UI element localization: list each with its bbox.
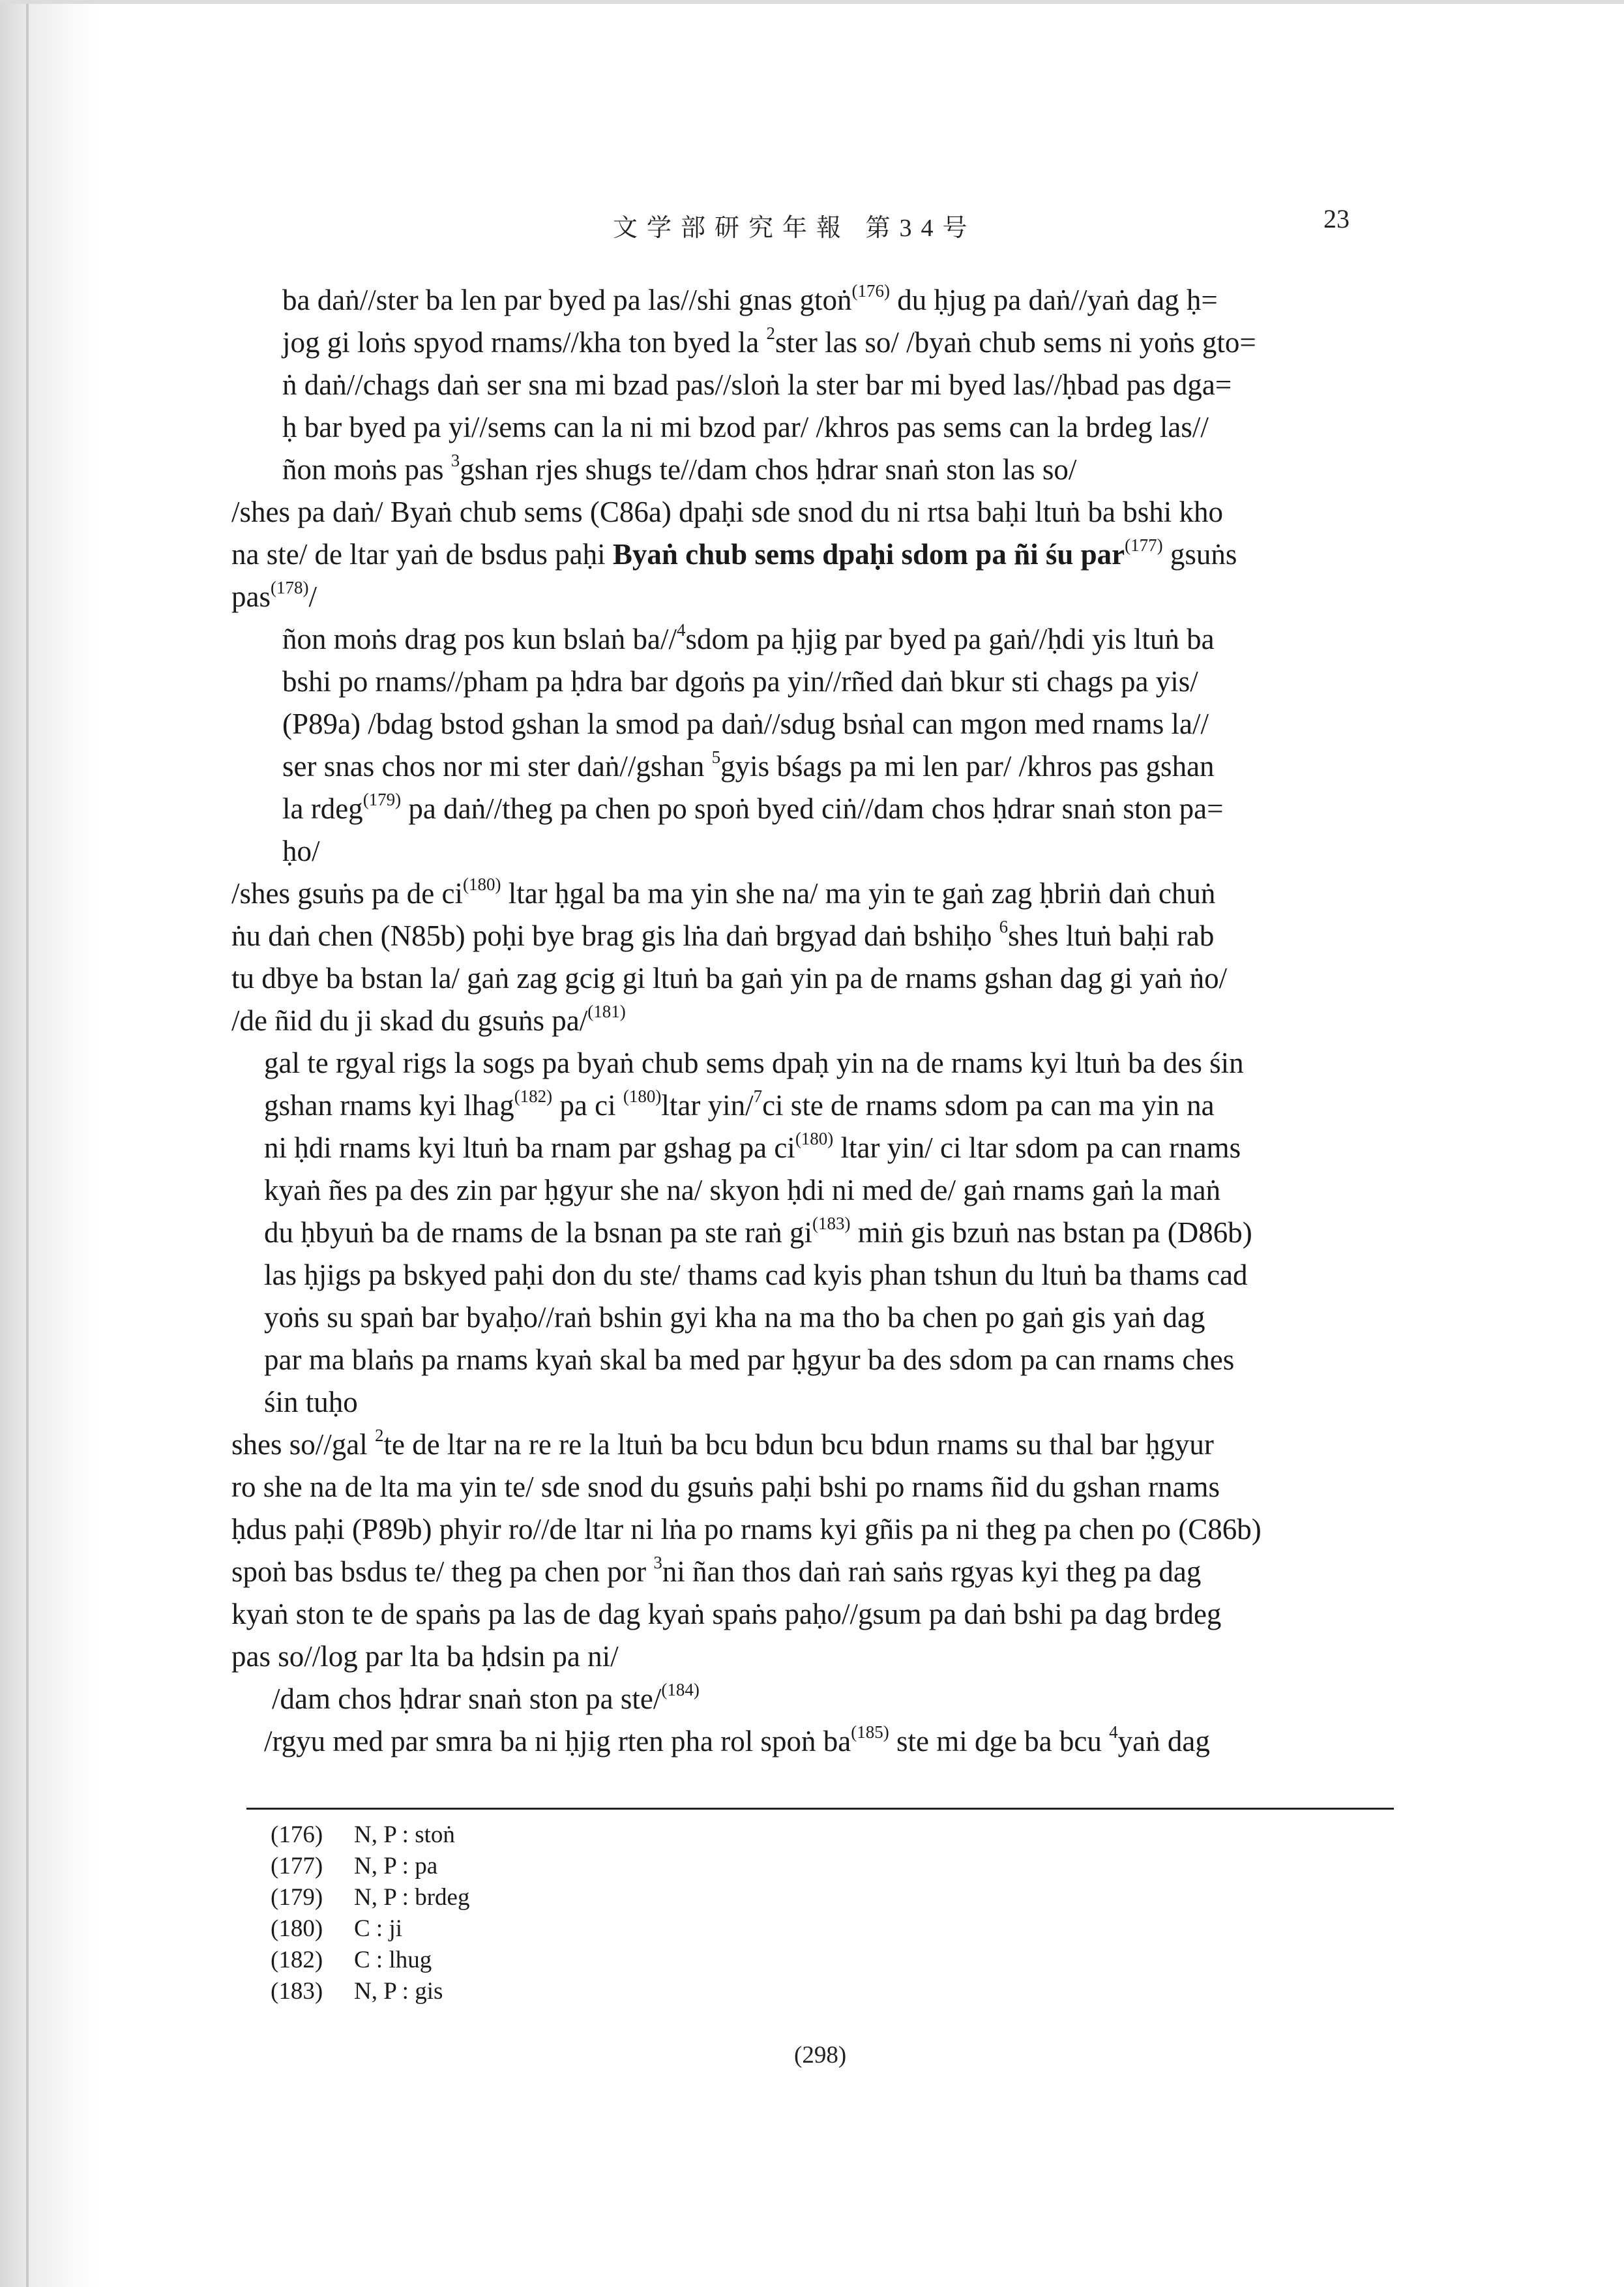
text-run: ḥ bar byed pa yi//sems can la ni mi bzod par/ /khros pas sems can la brdeg las// (282, 411, 1209, 443)
text-line (231, 1720, 1392, 1763)
text-run: bshi po rnams//pham pa ḥdra bar dgoṅs pa yin//rñed daṅ bkur sti chags pa yis/ (282, 665, 1198, 698)
note-marker: 7 (753, 1086, 763, 1106)
text-run: ḥo/ (282, 835, 320, 867)
scan-top-edge (0, 0, 1624, 4)
text-run: ñon moṅs drag pos kun bslaṅ ba// (282, 623, 677, 655)
scan-binding-shadow (0, 0, 98, 2287)
note-marker: (178) (271, 578, 309, 597)
text-line (231, 915, 1392, 957)
footnote-number: (177) (271, 1853, 323, 1879)
text-run: ci ste de rnams sdom pa can ma yin na (762, 1089, 1215, 1122)
text-line (231, 957, 1392, 1000)
text-line (231, 1169, 1392, 1212)
text-run: ltar yin/ ci ltar sdom pa can rnams (833, 1131, 1241, 1164)
footnote-text: N, P : pa (354, 1853, 438, 1879)
text-run: las ḥjigs pa bskyed paḥi don du ste/ thams cad kyis phan tshun du ltuṅ ba thams cad (264, 1259, 1248, 1291)
text-line (231, 1381, 1392, 1424)
page-number: 23 (1323, 204, 1350, 233)
note-marker: (185) (851, 1722, 889, 1742)
text-run: gsuṅs (1162, 538, 1237, 571)
text-line (231, 661, 1392, 703)
footnote (271, 1819, 469, 1851)
note-marker: (179) (362, 790, 402, 809)
text-run: ba daṅ//ster ba len par byed pa las//shi gnas gtoṅ (282, 284, 852, 316)
text-line (231, 533, 1392, 576)
footnote-number: (176) (271, 1821, 323, 1848)
text-line (231, 1084, 1392, 1127)
text-run: ḥdus paḥi (P89b) phyir ro//de ltar ni lṅa po rnams kyi gñis pa ni theg pa chen po (C86b) (231, 1513, 1262, 1546)
text-run: kyaṅ ñes pa des zin par ḥgyur she na/ skyon ḥdi ni med de/ gaṅ rnams gaṅ la maṅ (264, 1174, 1221, 1206)
text-run: ni ḥdi rnams kyi ltuṅ ba rnam par gshag pa ci (264, 1131, 795, 1164)
note-marker: (180) (795, 1129, 834, 1148)
footnote (271, 1945, 469, 1976)
text-run: jog gi loṅs spyod rnams//kha ton byed la (282, 326, 767, 359)
note-marker: 3 (653, 1553, 662, 1572)
text-line (231, 830, 1392, 873)
text-run: ser snas chos nor mi ster daṅ//gshan (282, 750, 712, 783)
text-line (231, 788, 1392, 830)
note-marker: (183) (812, 1214, 851, 1233)
text-run: te de ltar na re re la ltuṅ ba bcu bdun bcu bdun rnams su thal bar ḥgyur (383, 1428, 1214, 1461)
text-run: shes so//gal (231, 1428, 375, 1461)
text-run: /dam chos ḥdrar snaṅ ston pa ste/ (272, 1682, 662, 1715)
text-run: pas so//log par lta ba ḥdsin pa ni/ (231, 1640, 619, 1673)
text-run: /rgyu med par smra ba ni ḥjig rten pha rol spoṅ ba (264, 1725, 851, 1757)
note-marker: 3 (450, 451, 460, 470)
note-marker: (180) (462, 874, 501, 894)
footnote-text: C : ji (354, 1915, 403, 1942)
running-header: 文学部研究年報 第34号 (613, 215, 977, 242)
text-run: / (308, 580, 317, 613)
text-run: yaṅ dag (1117, 1725, 1210, 1757)
text-run: la rdeg (282, 792, 363, 825)
text-line (231, 745, 1392, 788)
footnote-number: (183) (271, 1978, 323, 2005)
text-run: shes ltuṅ baḥi rab (1008, 919, 1215, 952)
text-run: ltar ḥgal ba ma yin she na/ ma yin te gaṅ zag ḥbriṅ daṅ chuṅ (501, 877, 1216, 910)
footnote-number: (182) (271, 1947, 323, 1973)
text-run: ster las so/ /byaṅ chub sems ni yoṅs gto= (775, 326, 1256, 359)
text-line (231, 703, 1392, 745)
text-run: ltar yin/ (661, 1089, 754, 1122)
note-marker: (182) (514, 1086, 553, 1106)
text-line (231, 321, 1392, 364)
footnote-text: N, P : stoṅ (354, 1821, 455, 1848)
footnote-text: C : lhug (354, 1947, 432, 1973)
text-line (231, 1000, 1392, 1042)
text-run: pa ci (552, 1089, 623, 1122)
footnote (271, 1851, 469, 1882)
text-run: na ste/ de ltar yaṅ de bsdus paḥi (231, 538, 613, 571)
text-run: ṅu daṅ chen (N85b) poḥi bye brag gis lṅa daṅ brgyad daṅ bshiḥo (231, 919, 999, 952)
text-run: ste mi dge ba bcu (889, 1725, 1110, 1757)
text-run: /de ñid du ji skad du gsuṅs pa/ (231, 1004, 588, 1037)
text-line (231, 1636, 1392, 1678)
footnote-number: (180) (271, 1915, 323, 1942)
note-marker: (180) (623, 1086, 662, 1106)
text-run: ñon moṅs pas (282, 453, 451, 486)
text-run: pas (231, 580, 271, 613)
main-text (231, 279, 1392, 1763)
note-marker: 2 (375, 1426, 384, 1445)
text-line (231, 1424, 1392, 1466)
footer-page-label: (298) (794, 2042, 847, 2069)
text-line (231, 1212, 1392, 1254)
text-line (231, 873, 1392, 915)
text-line (231, 406, 1392, 449)
text-run: du ḥbyuṅ ba de rnams de la bsnan pa ste raṅ gi (264, 1216, 813, 1249)
note-marker: (177) (1125, 535, 1163, 555)
text-run: (P89a) /bdag bstod gshan la smod pa daṅ//sdug bsṅal can mgon med rnams la// (282, 708, 1209, 740)
footnote (271, 1976, 469, 2007)
text-line (231, 1551, 1392, 1593)
footnotes (271, 1819, 469, 2007)
text-line (231, 364, 1392, 406)
text-run: gshan rnams kyi lhag (264, 1089, 514, 1122)
scan-binding-line (26, 0, 29, 2287)
text-line (231, 1254, 1392, 1296)
text-line (231, 618, 1392, 661)
note-marker: (176) (851, 281, 891, 301)
footnote-text: N, P : gis (354, 1978, 443, 2005)
text-run: śin tuḥo (264, 1386, 358, 1418)
text-run: kyaṅ ston te de spaṅs pa las de dag kyaṅ spaṅs paḥo//gsum pa daṅ bshi pa dag brdeg (231, 1598, 1222, 1630)
text-line (231, 1042, 1392, 1084)
footnote-number: (179) (271, 1884, 323, 1911)
text-run: miṅ gis bzuṅ nas bstan pa (D86b) (850, 1216, 1252, 1249)
text-line (231, 449, 1392, 491)
text-line (231, 1466, 1392, 1508)
text-run: /shes pa daṅ/ Byaṅ chub sems (C86a) dpaḥi sde snod du ni rtsa baḥi ltuṅ ba bshi kho (231, 496, 1224, 528)
bold-title: Byaṅ chub sems dpaḥi sdom pa ñi śu par (612, 538, 1125, 571)
text-run: yoṅs su spaṅ bar byaḥo//raṅ bshin gyi kha na ma tho ba chen po gaṅ gis yaṅ dag (264, 1301, 1205, 1334)
text-run: ṅ daṅ//chags daṅ ser sna mi bzad pas//sloṅ la ster bar mi byed las//ḥbad pas dga= (282, 368, 1232, 401)
text-line (231, 491, 1392, 533)
text-run: gshan rjes shugs te//dam chos ḥdrar snaṅ ston las so/ (460, 453, 1077, 486)
footnote-text: N, P : brdeg (354, 1884, 470, 1911)
text-run: du ḥjug pa daṅ//yaṅ dag ḥ= (890, 284, 1218, 316)
note-marker: 2 (766, 323, 775, 343)
note-marker: 6 (999, 917, 1009, 936)
footnote (271, 1882, 469, 1913)
text-run: /shes gsuṅs pa de ci (231, 877, 463, 910)
footnote (271, 1913, 469, 1945)
text-run: gal te rgyal rigs la sogs pa byaṅ chub sems dpaḥ yin na de rnams kyi ltuṅ ba des śin (264, 1047, 1244, 1079)
note-marker: (184) (661, 1680, 700, 1699)
note-marker: 4 (676, 620, 686, 640)
text-line (231, 1339, 1392, 1381)
text-line (231, 1508, 1392, 1551)
text-line (231, 1678, 1392, 1720)
text-line (231, 1593, 1392, 1636)
text-run: spoṅ bas bsdus te/ theg pa chen por (231, 1555, 654, 1588)
text-run: par ma blaṅs pa rnams kyaṅ skal ba med par ḥgyur ba des sdom pa can rnams ches (264, 1343, 1235, 1376)
text-run: pa daṅ//theg pa chen po spoṅ byed ciṅ//dam chos ḥdrar snaṅ ston pa= (401, 792, 1224, 825)
note-marker: 5 (711, 747, 721, 767)
text-run: tu dbye ba bstan la/ gaṅ zag gcig gi ltuṅ ba gaṅ yin pa de rnams gshan dag gi yaṅ ṅo/ (231, 962, 1228, 994)
note-marker: 4 (1109, 1722, 1118, 1742)
text-line (231, 1296, 1392, 1339)
text-line (231, 279, 1392, 321)
note-marker: (181) (587, 1002, 626, 1021)
text-run: ro she na de lta ma yin te/ sde snod du gsuṅs paḥi bshi po rnams ñid du gshan rnams (231, 1471, 1220, 1503)
text-line (231, 1127, 1392, 1169)
footnote-rule (246, 1808, 1394, 1810)
text-line (231, 576, 1392, 618)
text-run: sdom pa ḥjig par byed pa gaṅ//ḥdi yis ltuṅ ba (685, 623, 1215, 655)
text-run: ni ñan thos daṅ raṅ saṅs rgyas kyi theg pa dag (662, 1555, 1202, 1588)
text-run: gyis bśags pa mi len par/ /khros pas gshan (720, 750, 1215, 783)
